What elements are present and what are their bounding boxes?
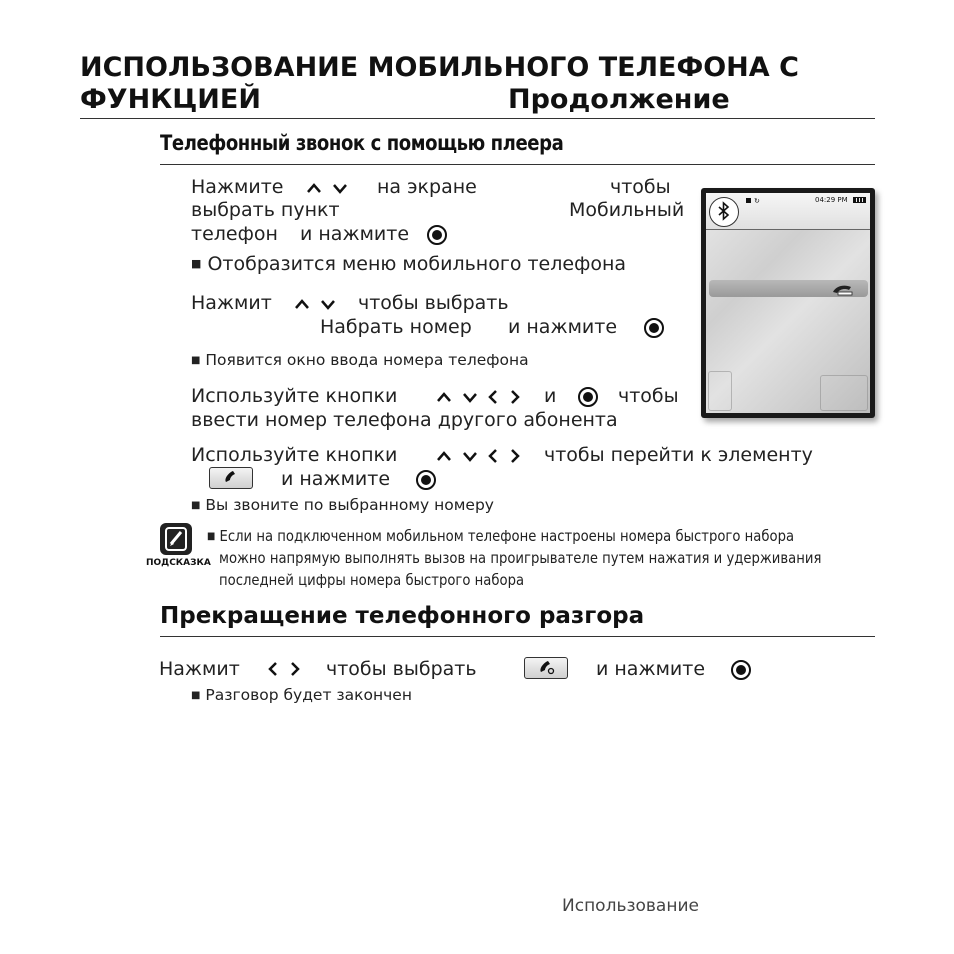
page-title-continuation: Продолжение bbox=[508, 84, 730, 115]
section1-title: Телефонный звонок с помощью плеера bbox=[160, 131, 564, 155]
speaker-left-graphic bbox=[708, 371, 732, 411]
step2-result bbox=[191, 351, 529, 369]
page-title-line1: ИСПОЛЬЗОВАНИЕ МОБИЛЬНОГО ТЕЛЕФОНА С bbox=[80, 52, 799, 83]
footer-section-name: Использование bbox=[562, 896, 699, 916]
step1-result-text: Отобразится меню мобильного телефона bbox=[207, 253, 627, 275]
step2-text-a: Нажмит bbox=[191, 292, 272, 314]
page-title-line2: ФУНКЦИЕЙ bbox=[80, 84, 261, 115]
status-repeat-icon: ↻ bbox=[754, 197, 760, 205]
hint-pencil-icon bbox=[160, 523, 192, 555]
select-button-icon bbox=[427, 225, 447, 245]
section2-result bbox=[191, 686, 412, 704]
step3-text-a: Используйте кнопки bbox=[191, 385, 398, 407]
speaker-right-graphic bbox=[820, 375, 868, 411]
arrows-icon bbox=[436, 448, 524, 464]
status-stop-icon bbox=[746, 198, 751, 203]
bullet-icon: ■ bbox=[191, 500, 201, 511]
section2-text-b: чтобы выбрать bbox=[326, 658, 477, 680]
step1-text-c: чтобы bbox=[610, 176, 671, 198]
hint-line1 bbox=[207, 527, 794, 545]
step2-result-text: Появится окно ввода номера телефона bbox=[205, 351, 529, 369]
title-divider bbox=[80, 118, 875, 119]
screen-selected-row[interactable] bbox=[709, 280, 868, 297]
up-down-arrows-icon bbox=[294, 297, 340, 311]
section2-text-a: Нажмит bbox=[159, 658, 240, 680]
step2-text-d: и нажмите bbox=[508, 316, 618, 338]
step1-text-d: выбрать пункт bbox=[191, 199, 340, 221]
step1-result bbox=[191, 253, 626, 275]
section2-title: Прекращение телефонного разгора bbox=[160, 603, 645, 629]
left-right-arrows-icon bbox=[268, 661, 304, 677]
step1-text-e: Мобильный bbox=[569, 199, 685, 221]
step3-text-b: и bbox=[544, 385, 557, 407]
arrows-icon bbox=[436, 389, 524, 405]
section1-divider bbox=[160, 164, 875, 165]
step3-text-d: ввести номер телефона другого абонента bbox=[191, 409, 618, 431]
bluetooth-icon bbox=[709, 197, 739, 227]
screen-divider bbox=[706, 229, 870, 230]
step4-text-a: Используйте кнопки bbox=[191, 444, 398, 466]
section2-result-text: Разговор будет закончен bbox=[205, 686, 412, 704]
step1-text-g: и нажмите bbox=[300, 223, 410, 245]
hint-line1-text: Если на подключенном мобильном телефоне настроены номера быстрого набора bbox=[219, 527, 795, 545]
bullet-icon: ■ bbox=[191, 690, 201, 701]
select-button-icon bbox=[644, 318, 664, 338]
up-down-arrows-icon bbox=[306, 181, 352, 195]
battery-icon bbox=[853, 197, 866, 203]
phone-dial-icon bbox=[831, 281, 857, 297]
section2-text-c: и нажмите bbox=[596, 658, 706, 680]
player-device bbox=[701, 188, 875, 418]
select-button-icon bbox=[416, 470, 436, 490]
hint-line2: можно напрямую выполнять вызов на проигрывателе путем нажатия и удерживания bbox=[219, 549, 822, 567]
select-button-icon bbox=[731, 660, 751, 680]
step2-text-b: чтобы выбрать bbox=[358, 292, 509, 314]
section2-divider bbox=[160, 636, 875, 637]
step3-text-c: чтобы bbox=[618, 385, 679, 407]
step1-text-b: на экране bbox=[377, 176, 477, 198]
step4-text-b: чтобы перейти к элементу bbox=[544, 444, 813, 466]
step1-text-a: Нажмите bbox=[191, 176, 284, 198]
step1-text-f: телефон bbox=[191, 223, 278, 245]
call-key-icon bbox=[209, 467, 253, 489]
bullet-icon: ■ bbox=[191, 257, 202, 270]
bullet-icon: ■ bbox=[191, 355, 201, 366]
step4-result bbox=[191, 496, 494, 514]
step2-text-c: Набрать номер bbox=[320, 316, 472, 338]
player-screen bbox=[706, 193, 870, 413]
select-button-icon bbox=[578, 387, 598, 407]
bullet-icon: ■ bbox=[207, 531, 216, 542]
hint-label: ПОДСКАЗКА bbox=[146, 558, 211, 568]
end-call-key-icon bbox=[524, 657, 568, 679]
hint-line3: последней цифры номера быстрого набора bbox=[219, 571, 525, 589]
step4-text-c: и нажмите bbox=[281, 468, 391, 490]
screen-time: 04:29 PM bbox=[815, 196, 848, 204]
step4-result-text: Вы звоните по выбранному номеру bbox=[205, 496, 494, 514]
